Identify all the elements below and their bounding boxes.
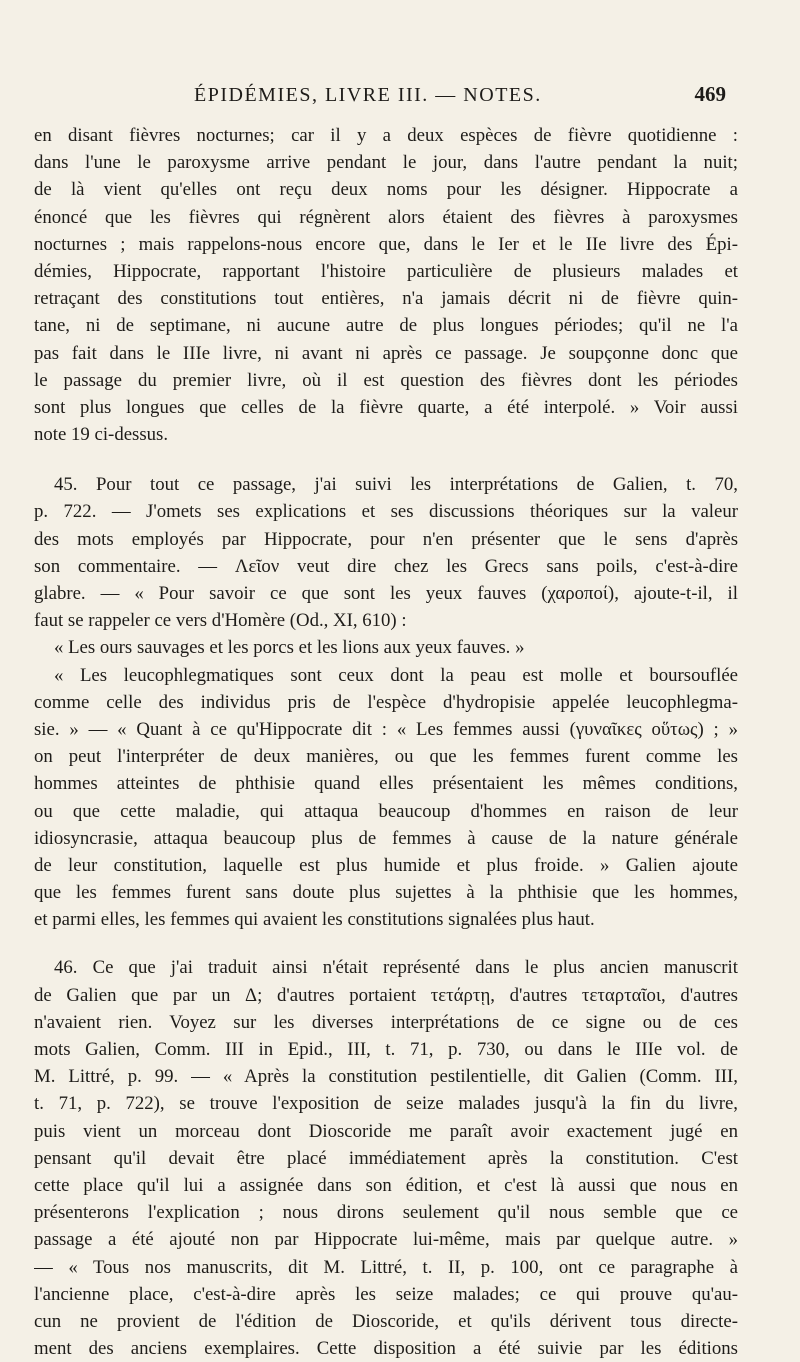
running-title: ÉPIDÉMIES, LIVRE III. — NOTES.: [194, 84, 542, 106]
text-line: pas fait dans le IIIe livre, ni avant ni après ce passage. Je soupçonne donc que: [34, 342, 738, 364]
text-line: t. 71, p. 722), se trouve l'exposition de seize malades jusqu'à la fin du livre,: [34, 1093, 738, 1115]
text-line: présenterons l'explication ; nous dirons seulement qu'il nous semble que ce: [34, 1202, 738, 1224]
text-line: que les femmes furent sans doute plus sujettes à la phthisie que les hommes,: [34, 882, 738, 904]
text-line: hommes atteintes de phthisie quand elles présentaient les mêmes conditions,: [34, 773, 738, 795]
text-line: pensant qu'il devait être placé immédiatement après la constitution. C'est: [34, 1147, 738, 1169]
page-number: 469: [694, 82, 726, 106]
text-line: faut se rappeler ce vers d'Homère (Od., XI, 610) :: [34, 610, 407, 632]
text-line: comme celle des individus pris de l'espèce d'hydropisie appelée leucophlegma-: [34, 691, 738, 713]
text-line: le passage du premier livre, où il est question des fièvres dont les périodes: [34, 369, 738, 391]
text-line: cun ne provient de l'édition de Dioscoride, et qu'ils dérivent tous directe-: [34, 1310, 738, 1332]
text-line: retraçant des constitutions tout entières, n'a jamais décrit ni de fièvre quin-: [34, 288, 738, 310]
text-line: M. Littré, p. 99. — « Après la constitution pestilentielle, dit Galien (Comm. III,: [34, 1066, 738, 1088]
text-line: de leur constitution, laquelle est plus humide et plus froide. » Galien ajoute: [34, 854, 738, 876]
text-line: et parmi elles, les femmes qui avaient les constitutions signalées plus haut.: [34, 909, 595, 931]
text-line: passage a été ajouté non par Hippocrate lui-même, mais par quelque autre. »: [34, 1229, 738, 1251]
paragraph-1: [34, 122, 738, 448]
text-line: cette place qu'il lui a assignée dans son édition, et c'est là aussi que nous en: [34, 1174, 738, 1196]
text-line: — « Tous nos manuscrits, dit M. Littré, t. II, p. 100, ont ce paragraphe à: [34, 1256, 738, 1278]
text-line: des mots employés par Hippocrate, pour n'en présenter que le sens d'après: [34, 528, 738, 550]
text-line: 45. Pour tout ce passage, j'ai suivi les interprétations de Galien, t. 70,: [54, 474, 738, 496]
text-line: en disant fièvres nocturnes; car il y a deux espèces de fièvre quotidienne :: [34, 125, 738, 146]
text-line: sie. » — « Quant à ce qu'Hippocrate dit : « Les femmes aussi (γυναῖκες οὕτως) ; »: [34, 718, 738, 740]
text-line: p. 722. — J'omets ses explications et ses discussions théoriques sur la valeur: [34, 501, 738, 523]
text-line: ment des anciens exemplaires. Cette disposition a été suivie par les éditions: [34, 1338, 738, 1360]
note-45: [34, 471, 738, 933]
text-line: n'avaient rien. Voyez sur les diverses interprétations de ce signe ou de ces: [34, 1011, 738, 1033]
text-line: l'ancienne place, c'est-à-dire après les seize malades; ce qui prouve qu'au-: [34, 1283, 738, 1305]
page-header: [36, 84, 726, 114]
text-line: de là vient qu'elles ont reçu deux noms pour les désigner. Hippocrate a: [34, 179, 738, 201]
text-line: ou que cette maladie, qui attaqua beaucoup d'hommes en raison de leur: [34, 800, 738, 822]
text-line: son commentaire. — Λεῖον veut dire chez les Grecs sans poils, c'est-à-dire: [34, 555, 738, 577]
text-line: mots Galien, Comm. III in Epid., III, t. 71, p. 730, ou dans le IIIe vol. de: [34, 1039, 738, 1060]
note-46: [34, 954, 738, 1362]
text-line: « Les leucophlegmatiques sont ceux dont la peau est molle et boursouflée: [54, 664, 738, 686]
text-line: 46. Ce que j'ai traduit ainsi n'était représenté dans le plus ancien manuscrit: [54, 957, 738, 979]
body-text: [34, 122, 738, 1362]
text-line: énoncé que les fièvres qui régnèrent alors étaient des fièvres à paroxysmes: [34, 206, 738, 228]
text-line: sont plus longues que celles de la fièvre quarte, a été interpolé. » Voir aussi: [34, 396, 738, 418]
text-line: note 19 ci-dessus.: [34, 424, 169, 446]
text-line: on peut l'interpréter de deux manières, ou que les femmes furent comme les: [34, 746, 738, 768]
text-line: puis vient un morceau dont Dioscoride me paraît avoir exactement jugé en: [34, 1120, 738, 1142]
text-line: de Galien que par un Δ; d'autres portaient τετάρτῃ, d'autres τεταρταῖοι, d'autres: [34, 984, 738, 1006]
text-line: tane, ni de septimane, ni aucune autre de plus longues périodes; qu'il ne l'a: [34, 315, 738, 337]
text-line: nocturnes ; mais rappelons-nous encore que, dans le Ier et le IIe livre des Épi-: [34, 233, 738, 255]
text-line: démies, Hippocrate, rapportant l'histoire particulière de plusieurs malades et: [34, 260, 738, 282]
text-line: glabre. — « Pour savoir ce que sont les yeux fauves (χαροποί), ajoute-t-il, il: [34, 583, 738, 604]
text-line: idiosyncrasie, attaqua beaucoup plus de femmes à cause de la nature générale: [34, 827, 738, 849]
text-line: dans l'une le paroxysme arrive pendant le jour, dans l'autre pendant la nuit;: [34, 152, 738, 174]
quoted-verse: « Les ours sauvages et les porcs et les lions aux yeux fauves. »: [54, 637, 525, 659]
